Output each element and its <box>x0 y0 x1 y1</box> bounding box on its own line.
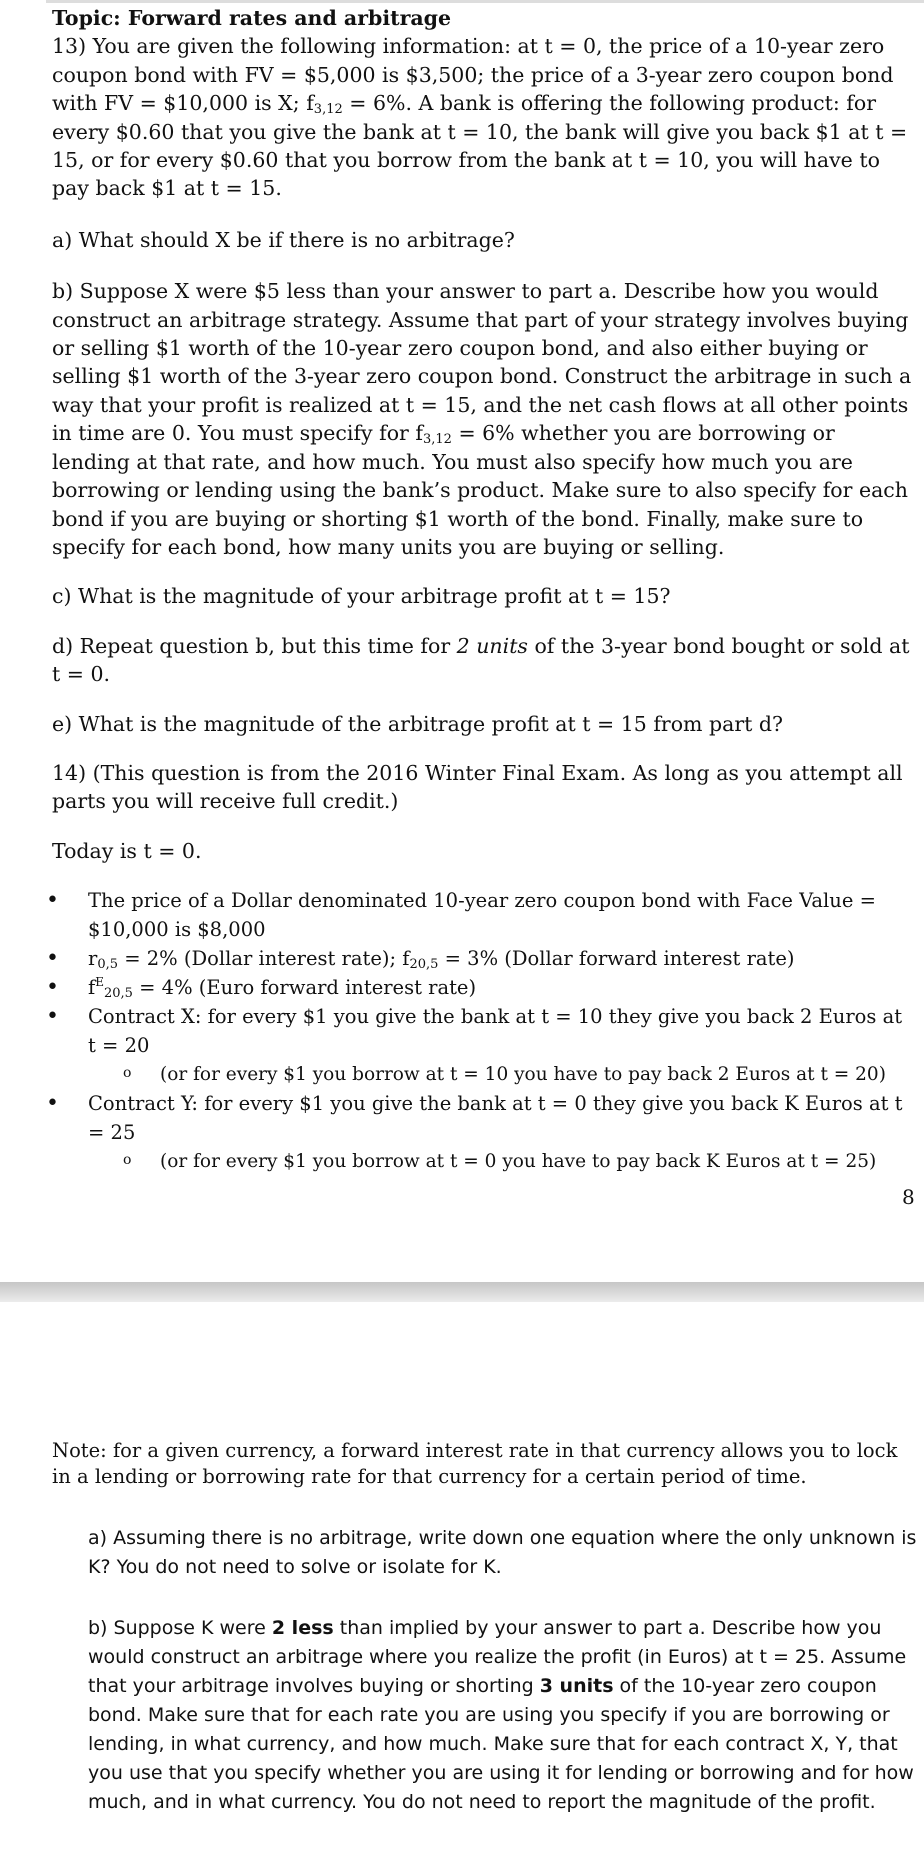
q13-part-a: a) What should X be if there is no arbitrage? <box>52 227 515 252</box>
page-1-content <box>52 4 912 1176</box>
page-2-note <box>52 1438 912 1490</box>
q13-part-e: e) What is the magnitude of the arbitrage profit at t = 15 from part d? <box>52 711 784 736</box>
forward-rate-note: Note: for a given currency, a forward interest rate in that currency allows you to lock in a lending or borrowing rate for that currency for a certain period of time. <box>52 1439 898 1488</box>
bullet-contract-y <box>52 1089 912 1176</box>
q13-part-d: d) Repeat question b, but this time for 2 units of the 3-year bond bought or sold at t = 0. <box>52 633 910 687</box>
q14-today: Today is t = 0. <box>52 838 202 863</box>
contract-x-text: Contract X: for every $1 you give the bank at t = 10 they give you back 2 Euros at t = 20 <box>88 1005 903 1058</box>
contract-y-text: Contract Y: for every $1 you give the bank at t = 0 they give you back K Euros at t = 25 <box>88 1092 903 1145</box>
contract-y-borrow-note: o (or for every $1 you borrow at t = 0 you have to pay back K Euros at t = 25) <box>88 1147 912 1176</box>
q13-intro: 13) You are given the following information: at t = 0, the price of a 10-year zero coupon bond with FV = $5,000 is $3,500; the price of a 3-year zero coupon bond with FV = $10,000 is X; $f_{3,12} = 6\%$. A bank is offering the following product: for every $0.60 that you give the bank at t = 10, the bank will give you back $1 at t = 15, or for every $0.60 that you borrow from the bank at t = 10, you will have to pay back $1 at t = 15. <box>52 34 908 201</box>
q13-part-c: c) What is the magnitude of your arbitrage profit at t = 15? <box>52 584 671 609</box>
bullet-bond-price: • The price of a Dollar denominated 10-year zero coupon bond with Face Value = $10,000 is $8,000 <box>52 886 912 944</box>
q14-intro: 14) (This question is from the 2016 Winter Final Exam. As long as you attempt all parts you will receive full credit.) <box>52 760 903 814</box>
q14-part-a <box>88 1524 918 1582</box>
page-break-divider <box>0 1282 924 1302</box>
q14-bullet-list <box>52 886 912 1176</box>
q14-part-b-text: b) Suppose K were 2 less than implied by your answer to part a. Describe how you would construct an arbitrage where you realize the profit (in Euros) at t = 25. Assume that your arbitrage involves buying or shorting 3 units of the 10-year zero coupon bond. Make sure that for each rate you are using you specify if you are borrowing or lending, in what currency, and how much. Make sure that for each contract X, Y, that you use that you specify whether you are using it for lending or borrowing and for how much, and in what currency. You do not need to report the magnitude of the profit. <box>88 1617 914 1813</box>
top-rule <box>46 0 924 3</box>
bullet-euro-rate: • $f^E_{20,5} = 4\%$ (Euro forward interest rate) <box>52 973 912 1002</box>
page-number: 8 <box>902 1185 915 1209</box>
q14-part-b <box>88 1614 918 1817</box>
bullet-dollar-rates: • $r_{0,5} = 2\%$ (Dollar interest rate); $f_{20,5} = 3\%$ (Dollar forward interest rate) <box>52 944 912 973</box>
contract-x-borrow-note: o (or for every $1 you borrow at t = 10 you have to pay back 2 Euros at t = 20) <box>88 1060 912 1089</box>
q14-part-a-text: a) Assuming there is no arbitrage, write down one equation where the only unknown is K? You do not need to solve or isolate for K. <box>88 1527 917 1578</box>
topic-heading: Topic: Forward rates and arbitrage <box>52 6 452 30</box>
bullet-contract-x <box>52 1002 912 1089</box>
q13-part-b: b) Suppose X were $5 less than your answer to part a. Describe how you would construct an arbitrage strategy. Assume that part of your strategy involves buying or selling $1 worth of the 10-year zero coupon bond, and also either buying or selling $1 worth of the 3-year zero coupon bond. Construct the arbitrage in such a way that your profit is realized at t = 15, and the net cash flows at all other points in time are 0. You must specify for $f_{3,12} = 6\%$ whether you are borrowing or lending at that rate, and how much. You must also specify how much you are borrowing or lending using the bank’s product. Make sure to also specify for each bond if you are buying or shorting $1 worth of the bond. Finally, make sure to specify for each bond, how many units you are buying or selling. <box>52 279 912 559</box>
